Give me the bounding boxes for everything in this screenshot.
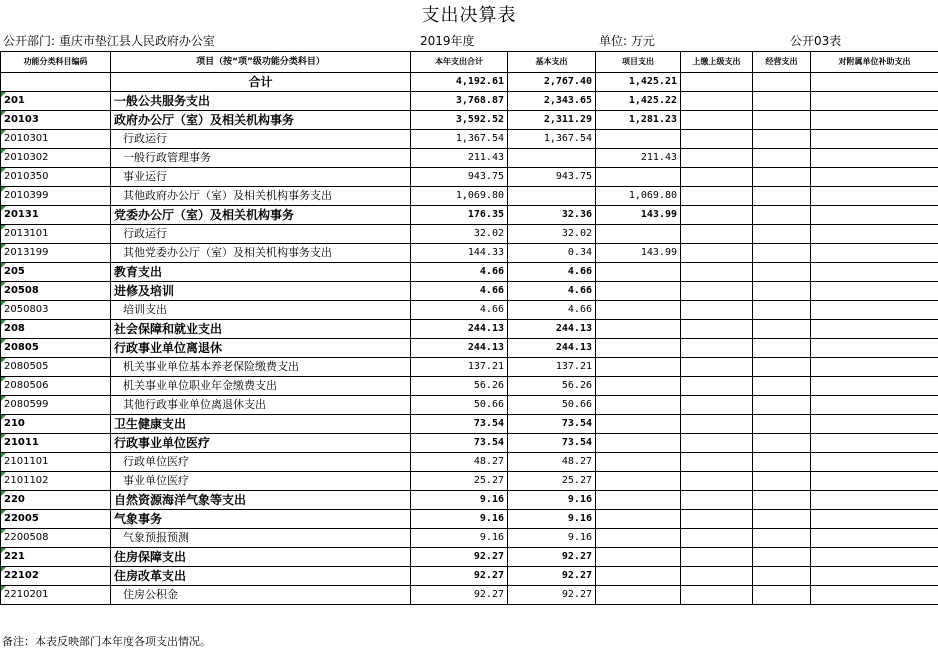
- header-project: 项目支出: [596, 52, 681, 73]
- row-code: 2210201: [1, 586, 111, 605]
- row-total: 48.27: [411, 453, 508, 472]
- row-operation: [753, 225, 811, 244]
- row-total: 3,592.52: [411, 111, 508, 130]
- row-name: 事业单位医疗: [111, 472, 411, 491]
- row-code: 205: [1, 263, 111, 282]
- row-basic: 2,343.65: [508, 92, 596, 111]
- header-item: 项目（按“项”级功能分类科目）: [111, 52, 411, 73]
- unit-label: 单位: 万元: [599, 34, 655, 48]
- row-subsidy: [811, 567, 938, 586]
- row-code: 2013199: [1, 244, 111, 263]
- total-code: [1, 73, 111, 92]
- row-subsidy: [811, 187, 938, 206]
- row-code: 22005: [1, 510, 111, 529]
- row-code: 20508: [1, 282, 111, 301]
- row-code: 2101102: [1, 472, 111, 491]
- row-code: 210: [1, 415, 111, 434]
- row-total: 3,768.87: [411, 92, 508, 111]
- table-row: [1, 111, 938, 130]
- row-name: 一般公共服务支出: [111, 92, 411, 111]
- row-project: 143.99: [596, 206, 681, 225]
- header-remit: 上缴上级支出: [681, 52, 753, 73]
- row-subsidy: [811, 491, 938, 510]
- row-name: 教育支出: [111, 263, 411, 282]
- row-name: 社会保障和就业支出: [111, 320, 411, 339]
- row-subsidy: [811, 320, 938, 339]
- row-code: 20131: [1, 206, 111, 225]
- row-project: [596, 434, 681, 453]
- row-name: 机关事业单位基本养老保险缴费支出: [111, 358, 411, 377]
- row-total: 137.21: [411, 358, 508, 377]
- row-remit: [681, 529, 753, 548]
- row-project: [596, 453, 681, 472]
- row-basic: 9.16: [508, 491, 596, 510]
- row-code: 2101101: [1, 453, 111, 472]
- table-row: [1, 206, 938, 225]
- row-basic: 9.16: [508, 510, 596, 529]
- row-project: [596, 263, 681, 282]
- total-row: [1, 73, 938, 92]
- table-row: [1, 168, 938, 187]
- row-total: 92.27: [411, 548, 508, 567]
- year-label: 2019年度: [420, 34, 475, 48]
- row-basic: 137.21: [508, 358, 596, 377]
- table-row: [1, 339, 938, 358]
- row-operation: [753, 339, 811, 358]
- table-row: [1, 92, 938, 111]
- row-code: 22102: [1, 567, 111, 586]
- row-project: [596, 225, 681, 244]
- row-code: 2010399: [1, 187, 111, 206]
- row-subsidy: [811, 225, 938, 244]
- row-subsidy: [811, 548, 938, 567]
- footnote: 备注：本表反映部门本年度各项支出情况。: [2, 635, 211, 648]
- row-subsidy: [811, 510, 938, 529]
- row-project: 1,425.22: [596, 92, 681, 111]
- row-code: 2200508: [1, 529, 111, 548]
- row-subsidy: [811, 358, 938, 377]
- row-name: 其他行政事业单位离退休支出: [111, 396, 411, 415]
- table-row: [1, 130, 938, 149]
- total-sum: 4,192.61: [411, 73, 508, 92]
- row-code: 201: [1, 92, 111, 111]
- row-total: 25.27: [411, 472, 508, 491]
- row-name: 进修及培训: [111, 282, 411, 301]
- row-subsidy: [811, 529, 938, 548]
- row-operation: [753, 244, 811, 263]
- row-operation: [753, 396, 811, 415]
- table-row: [1, 491, 938, 510]
- row-project: [596, 586, 681, 605]
- header-subsidy: 对附属单位补助支出: [811, 52, 938, 73]
- row-code: 2013101: [1, 225, 111, 244]
- row-total: 9.16: [411, 491, 508, 510]
- row-subsidy: [811, 396, 938, 415]
- row-total: 244.13: [411, 320, 508, 339]
- row-project: [596, 320, 681, 339]
- row-subsidy: [811, 301, 938, 320]
- row-subsidy: [811, 586, 938, 605]
- row-operation: [753, 206, 811, 225]
- row-name: 住房改革支出: [111, 567, 411, 586]
- row-subsidy: [811, 92, 938, 111]
- row-total: 9.16: [411, 529, 508, 548]
- row-basic: 2,311.29: [508, 111, 596, 130]
- table-row: [1, 396, 938, 415]
- row-remit: [681, 111, 753, 130]
- row-project: [596, 168, 681, 187]
- row-subsidy: [811, 111, 938, 130]
- row-project: [596, 396, 681, 415]
- row-remit: [681, 130, 753, 149]
- row-name: 气象预报预测: [111, 529, 411, 548]
- row-project: [596, 567, 681, 586]
- row-project: [596, 491, 681, 510]
- row-remit: [681, 320, 753, 339]
- row-project: [596, 529, 681, 548]
- row-basic: 92.27: [508, 586, 596, 605]
- row-remit: [681, 358, 753, 377]
- row-project: [596, 282, 681, 301]
- row-subsidy: [811, 244, 938, 263]
- row-total: 73.54: [411, 434, 508, 453]
- total-project: 1,425.21: [596, 73, 681, 92]
- row-total: 4.66: [411, 263, 508, 282]
- row-name: 住房保障支出: [111, 548, 411, 567]
- row-total: 1,069.80: [411, 187, 508, 206]
- row-subsidy: [811, 168, 938, 187]
- row-operation: [753, 263, 811, 282]
- row-total: 9.16: [411, 510, 508, 529]
- row-subsidy: [811, 149, 938, 168]
- row-total: 73.54: [411, 415, 508, 434]
- row-project: [596, 472, 681, 491]
- row-total: 211.43: [411, 149, 508, 168]
- table-number-label: 公开03表: [790, 34, 842, 48]
- table-row: [1, 263, 938, 282]
- table-row: [1, 149, 938, 168]
- row-project: 143.99: [596, 244, 681, 263]
- row-total: 4.66: [411, 282, 508, 301]
- row-remit: [681, 396, 753, 415]
- row-code: 21011: [1, 434, 111, 453]
- table-row: [1, 282, 938, 301]
- row-subsidy: [811, 339, 938, 358]
- row-name: 党委办公厅（室）及相关机构事务: [111, 206, 411, 225]
- table-row: [1, 586, 938, 605]
- row-basic: 1,367.54: [508, 130, 596, 149]
- row-remit: [681, 434, 753, 453]
- row-remit: [681, 282, 753, 301]
- row-basic: 244.13: [508, 339, 596, 358]
- row-remit: [681, 149, 753, 168]
- row-operation: [753, 529, 811, 548]
- row-operation: [753, 415, 811, 434]
- row-operation: [753, 92, 811, 111]
- row-name: 住房公积金: [111, 586, 411, 605]
- row-project: [596, 510, 681, 529]
- row-remit: [681, 472, 753, 491]
- row-project: 1,069.80: [596, 187, 681, 206]
- row-operation: [753, 548, 811, 567]
- row-basic: [508, 187, 596, 206]
- row-name: 一般行政管理事务: [111, 149, 411, 168]
- department-label: 公开部门: 重庆市垫江县人民政府办公室: [3, 34, 215, 48]
- row-total: 244.13: [411, 339, 508, 358]
- row-remit: [681, 244, 753, 263]
- row-remit: [681, 453, 753, 472]
- row-operation: [753, 567, 811, 586]
- table-row: [1, 187, 938, 206]
- row-operation: [753, 510, 811, 529]
- row-basic: 56.26: [508, 377, 596, 396]
- row-basic: 4.66: [508, 282, 596, 301]
- row-basic: 4.66: [508, 263, 596, 282]
- row-remit: [681, 92, 753, 111]
- row-remit: [681, 491, 753, 510]
- total-remit: [681, 73, 753, 92]
- row-basic: 32.02: [508, 225, 596, 244]
- row-code: 2010301: [1, 130, 111, 149]
- row-code: 208: [1, 320, 111, 339]
- row-remit: [681, 377, 753, 396]
- row-remit: [681, 225, 753, 244]
- row-remit: [681, 187, 753, 206]
- row-remit: [681, 263, 753, 282]
- row-project: [596, 548, 681, 567]
- row-subsidy: [811, 282, 938, 301]
- row-operation: [753, 358, 811, 377]
- row-project: [596, 301, 681, 320]
- row-name: 行政运行: [111, 130, 411, 149]
- table-row: [1, 415, 938, 434]
- table-row: [1, 548, 938, 567]
- row-basic: 50.66: [508, 396, 596, 415]
- row-name: 自然资源海洋气象等支出: [111, 491, 411, 510]
- row-project: [596, 130, 681, 149]
- row-total: 4.66: [411, 301, 508, 320]
- table-row: [1, 453, 938, 472]
- row-total: 176.35: [411, 206, 508, 225]
- header-row: [1, 52, 938, 73]
- row-name: 卫生健康支出: [111, 415, 411, 434]
- row-code: 220: [1, 491, 111, 510]
- row-subsidy: [811, 263, 938, 282]
- row-subsidy: [811, 415, 938, 434]
- row-name: 政府办公厅（室）及相关机构事务: [111, 111, 411, 130]
- meta-row: [0, 32, 938, 50]
- row-remit: [681, 567, 753, 586]
- row-subsidy: [811, 434, 938, 453]
- row-total: 92.27: [411, 586, 508, 605]
- row-remit: [681, 548, 753, 567]
- row-remit: [681, 586, 753, 605]
- table-row: [1, 244, 938, 263]
- row-basic: 9.16: [508, 529, 596, 548]
- row-name: 事业运行: [111, 168, 411, 187]
- row-remit: [681, 510, 753, 529]
- table-row: [1, 434, 938, 453]
- row-operation: [753, 149, 811, 168]
- row-project: [596, 339, 681, 358]
- total-subsidy: [811, 73, 938, 92]
- total-label: 合计: [111, 73, 411, 92]
- row-project: [596, 415, 681, 434]
- row-total: 32.02: [411, 225, 508, 244]
- row-operation: [753, 472, 811, 491]
- row-operation: [753, 320, 811, 339]
- header-total: 本年支出合计: [411, 52, 508, 73]
- row-remit: [681, 301, 753, 320]
- row-basic: [508, 149, 596, 168]
- row-total: 144.33: [411, 244, 508, 263]
- total-basic: 2,767.40: [508, 73, 596, 92]
- row-project: 211.43: [596, 149, 681, 168]
- row-subsidy: [811, 377, 938, 396]
- page-title: 支出决算表: [421, 5, 517, 26]
- row-code: 2080506: [1, 377, 111, 396]
- row-code: 2080599: [1, 396, 111, 415]
- row-code: 2010302: [1, 149, 111, 168]
- row-total: 1,367.54: [411, 130, 508, 149]
- row-operation: [753, 491, 811, 510]
- row-name: 行政运行: [111, 225, 411, 244]
- table-row: [1, 472, 938, 491]
- table-row: [1, 225, 938, 244]
- row-basic: 73.54: [508, 415, 596, 434]
- row-name: 其他政府办公厅（室）及相关机构事务支出: [111, 187, 411, 206]
- table-row: [1, 320, 938, 339]
- row-remit: [681, 415, 753, 434]
- row-project: [596, 377, 681, 396]
- row-operation: [753, 434, 811, 453]
- row-subsidy: [811, 453, 938, 472]
- table-row: [1, 529, 938, 548]
- row-basic: 92.27: [508, 567, 596, 586]
- row-remit: [681, 168, 753, 187]
- row-name: 行政事业单位离退休: [111, 339, 411, 358]
- row-name: 行政单位医疗: [111, 453, 411, 472]
- row-name: 气象事务: [111, 510, 411, 529]
- header-code: 功能分类科目编码: [1, 52, 111, 73]
- row-subsidy: [811, 472, 938, 491]
- row-operation: [753, 282, 811, 301]
- row-operation: [753, 111, 811, 130]
- row-project: 1,281.23: [596, 111, 681, 130]
- table-row: [1, 377, 938, 396]
- row-operation: [753, 187, 811, 206]
- table-row: [1, 301, 938, 320]
- row-operation: [753, 301, 811, 320]
- row-name: 其他党委办公厅（室）及相关机构事务支出: [111, 244, 411, 263]
- row-name: 机关事业单位职业年金缴费支出: [111, 377, 411, 396]
- row-operation: [753, 453, 811, 472]
- row-code: 2080505: [1, 358, 111, 377]
- row-basic: 943.75: [508, 168, 596, 187]
- row-total: 50.66: [411, 396, 508, 415]
- row-code: 2010350: [1, 168, 111, 187]
- expenditure-table: [0, 51, 938, 605]
- table-row: [1, 567, 938, 586]
- row-basic: 73.54: [508, 434, 596, 453]
- row-basic: 48.27: [508, 453, 596, 472]
- row-basic: 32.36: [508, 206, 596, 225]
- row-code: 20805: [1, 339, 111, 358]
- row-operation: [753, 377, 811, 396]
- row-remit: [681, 206, 753, 225]
- row-name: 培训支出: [111, 301, 411, 320]
- row-operation: [753, 586, 811, 605]
- row-code: 221: [1, 548, 111, 567]
- header-basic: 基本支出: [508, 52, 596, 73]
- row-basic: 244.13: [508, 320, 596, 339]
- row-operation: [753, 168, 811, 187]
- table-row: [1, 510, 938, 529]
- row-remit: [681, 339, 753, 358]
- row-operation: [753, 130, 811, 149]
- row-subsidy: [811, 206, 938, 225]
- header-operation: 经营支出: [753, 52, 811, 73]
- total-operation: [753, 73, 811, 92]
- row-basic: 4.66: [508, 301, 596, 320]
- row-total: 56.26: [411, 377, 508, 396]
- row-code: 20103: [1, 111, 111, 130]
- row-basic: 0.34: [508, 244, 596, 263]
- row-total: 92.27: [411, 567, 508, 586]
- row-basic: 92.27: [508, 548, 596, 567]
- row-basic: 25.27: [508, 472, 596, 491]
- row-subsidy: [811, 130, 938, 149]
- row-code: 2050803: [1, 301, 111, 320]
- table-row: [1, 358, 938, 377]
- row-name: 行政事业单位医疗: [111, 434, 411, 453]
- row-total: 943.75: [411, 168, 508, 187]
- row-project: [596, 358, 681, 377]
